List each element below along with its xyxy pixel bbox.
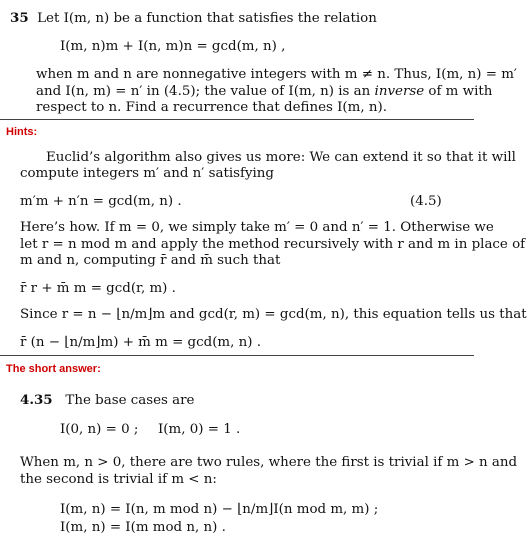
hints-p1: Euclid’s algorithm also gives us more: We can extend it so that it will [46, 150, 516, 165]
problem-line-2: when m and n are nonnegative integers with m ≠ n. Thus, I(m, n) = m′ [36, 67, 517, 82]
problem-line-3b: of m with [424, 84, 493, 99]
problem-equation: I(m, n)m + I(n, m)n = gcd(m, n) , [60, 39, 286, 54]
equation-tag: (4.5) [410, 194, 442, 209]
problem-line-3a: and I(n, m) = n′ in (4.5); the value of I(m, n) is an [36, 84, 375, 99]
equation-final: r̄ (n − ⌊n/m⌋m) + m̄ m = gcd(m, n) . [20, 335, 261, 350]
answer-p2: the second is trivial if m < n: [20, 472, 217, 487]
rule-2: I(m, n) = I(m mod n, n) . [60, 520, 226, 535]
answer-p1: When m, n > 0, there are two rules, where the first is trivial if m > n and [20, 455, 518, 470]
rule-1: I(m, n) = I(n, m mod n) − ⌊n/m⌋I(n mod m, m) ; [60, 502, 379, 517]
base-case-2: I(m, 0) = 1 . [158, 422, 241, 437]
problem-line-4: respect to n. Find a recurrence that defines I(m, n). [36, 100, 387, 115]
hints-p5: m and n, computing r̄ and m̄ such that [20, 253, 281, 268]
divider-1 [0, 119, 474, 120]
hints-label: Hints: [6, 126, 38, 138]
answer-number: 4.35 [20, 392, 53, 408]
equation-rbar: r̄ r + m̄ m = gcd(r, m) . [20, 281, 176, 296]
hints-p6: Since r = n − ⌊n/m⌋m and gcd(r, m) = gcd(m, n), this equation tells us that [20, 307, 527, 322]
divider-2 [0, 355, 474, 356]
short-answer-label: The short answer: [6, 363, 101, 375]
hints-p4: let r = n mod m and apply the method recursively with r and m in place of [20, 237, 526, 252]
problem-number: 35 [10, 10, 29, 26]
base-case-1: I(0, n) = 0 ; [60, 422, 139, 437]
answer-intro: The base cases are [65, 393, 195, 408]
hints-p2: compute integers m′ and n′ satisfying [20, 166, 274, 181]
problem-line-1: Let I(m, n) be a function that satisfies the relation [37, 11, 377, 26]
equation-4-5: m′m + n′n = gcd(m, n) . [20, 194, 182, 209]
hints-p3: Here’s how. If m = 0, we simply take m′ = 0 and n′ = 1. Otherwise we [20, 220, 494, 235]
problem-line-3-italic: inverse [374, 84, 425, 99]
